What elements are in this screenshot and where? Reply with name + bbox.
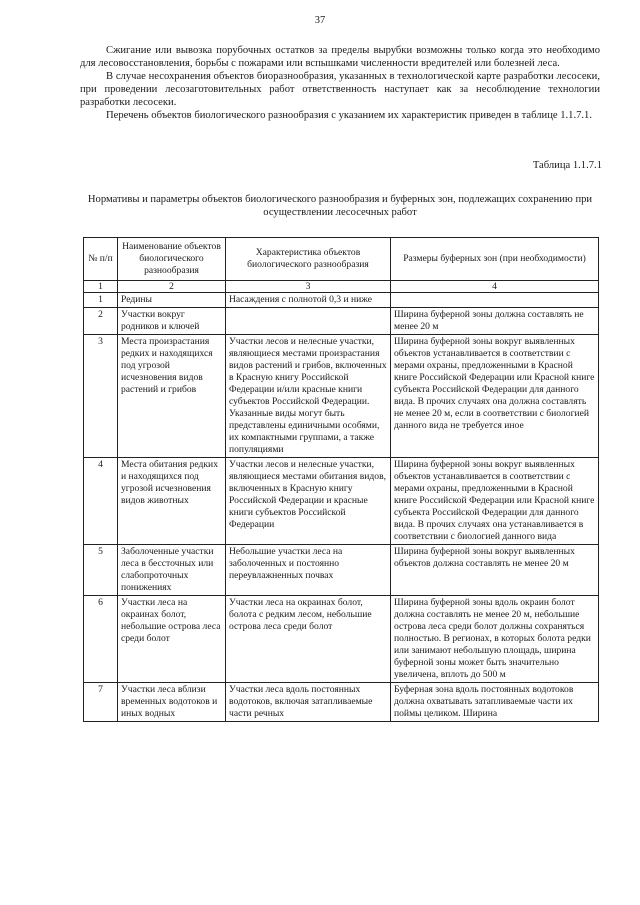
paragraph: Сжигание или вывозка порубочных остатков за пределы вырубки возможны только когда это необходимо для лесовосстановления, борьбы с пожарами или вспышками численности вредителей или болезней леса. [80,45,600,70]
table-header-row [84,238,599,281]
row-number: 1 [84,293,118,308]
buffer-zone-size: Ширина буферной зоны вокруг выявленных объектов должна составлять не менее 20 м [391,545,599,596]
row-number: 2 [84,308,118,335]
object-characteristic: Участки леса на окраинах болот, болота с редким лесом, небольшие острова леса среди болот [226,596,391,683]
object-characteristic [226,308,391,335]
column-number: 1 [84,281,118,293]
object-name: Участки леса на окраинах болот, небольшие острова леса среди болот [118,596,226,683]
buffer-zone-size: Буферная зона вдоль постоянных водотоков должна охватывать затапливаемые части их поймы целиком. Ширина [391,683,599,722]
paragraph: Перечень объектов биологического разнообразия с указанием их характеристик приведен в таблице 1.1.7.1. [106,110,592,122]
header-object-name: Наименование объектов биологического разнообразия [118,238,226,281]
object-characteristic: Участки лесов и нелесные участки, являющиеся местами обитания видов, включенных в Красную книгу Российской Федерации и красные книги субъектов Российской Федерации [226,458,391,545]
table-row [84,293,599,308]
object-characteristic: Небольшие участки леса на заболоченных и постоянно переувлажненных почвах [226,545,391,596]
body-text [80,44,600,123]
table-row [84,596,599,683]
paragraph: В случае несохранения объектов биоразнообразия, указанных в технологической карте разработки лесосеки, при проведении лесозаготовительных работ ответственность наступает как за несоблюдение технологии разработки лесосеки. [80,71,600,109]
buffer-zone-size: Ширина буферной зоны вокруг выявленных объектов устанавливается в соответствии с мерами охраны, предложенными в Красной книге Российской Федерации или Красной книге субъекта Российской Федерации для данного вида. В прочих случаях она должна составлять не менее 20 м, если в соответствии с биологией данного вида не требуется иное [391,335,599,458]
column-number-row [84,281,599,293]
object-name: Участки вокруг родников и ключей [118,308,226,335]
table-label: Таблица 1.1.7.1 [532,160,602,171]
object-characteristic: Участки леса вдоль постоянных водотоков, включая затапливаемые части речных [226,683,391,722]
row-number: 6 [84,596,118,683]
buffer-zone-size: Ширина буферной зоны должна составлять не менее 20 м [391,308,599,335]
table-row [84,458,599,545]
column-number: 4 [391,281,599,293]
table-row [84,545,599,596]
page-number: 37 [314,15,326,26]
table-row [84,308,599,335]
table-caption: Нормативы и параметры объектов биологического разнообразия и буферных зон, подлежащих сохранению при осуществлении лесосечных работ [87,194,593,218]
row-number: 7 [84,683,118,722]
column-number: 3 [226,281,391,293]
object-name: Места произрастания редких и находящихся под угрозой исчезновения видов растений и грибов [118,335,226,458]
object-name: Места обитания редких и находящихся под угрозой исчезновения видов животных [118,458,226,545]
table-row [84,335,599,458]
header-buffer-size: Размеры буферных зон (при необходимости) [391,238,599,281]
object-name: Редины [118,293,226,308]
object-characteristic: Насаждения с полнотой 0,3 и ниже [226,293,391,308]
object-characteristic: Участки лесов и нелесные участки, являющиеся местами произрастания видов растений и грибов, включенных в Красную книгу Российской Федерации и/или красные книги субъектов Российской Федерации. Указанные виды могут быть представлены единичными особями, их компактными группами, а также популяциями [226,335,391,458]
table-row [84,683,599,722]
row-number: 3 [84,335,118,458]
buffer-zone-size [391,293,599,308]
row-number: 4 [84,458,118,545]
header-number: № п/п [84,238,118,281]
buffer-zone-size: Ширина буферной зоны вокруг выявленных объектов устанавливается в соответствии с мерами охраны, предложенными в Красной книге Российской Федерации или Красной книге субъекта Российской Федерации для данного вида. В прочих случаях она устанавливается в соответствии с биологией данного вида [391,458,599,545]
row-number: 5 [84,545,118,596]
buffer-zone-size: Ширина буферной зоны вдоль окраин болот должна составлять не менее 20 м, небольшие острова леса среди болот должны сохраняться полностью. В регионах, в которых болота редки или занимают небольшую площадь, ширина буферной зоны может быть значительно увеличена, вплоть до 500 м [391,596,599,683]
header-characteristic: Характеристика объектов биологического разнообразия [226,238,391,281]
biodiversity-table [83,237,599,722]
column-number: 2 [118,281,226,293]
object-name: Заболоченные участки леса в бессточных или слабопроточных понижениях [118,545,226,596]
object-name: Участки леса вблизи временных водотоков и иных водных [118,683,226,722]
